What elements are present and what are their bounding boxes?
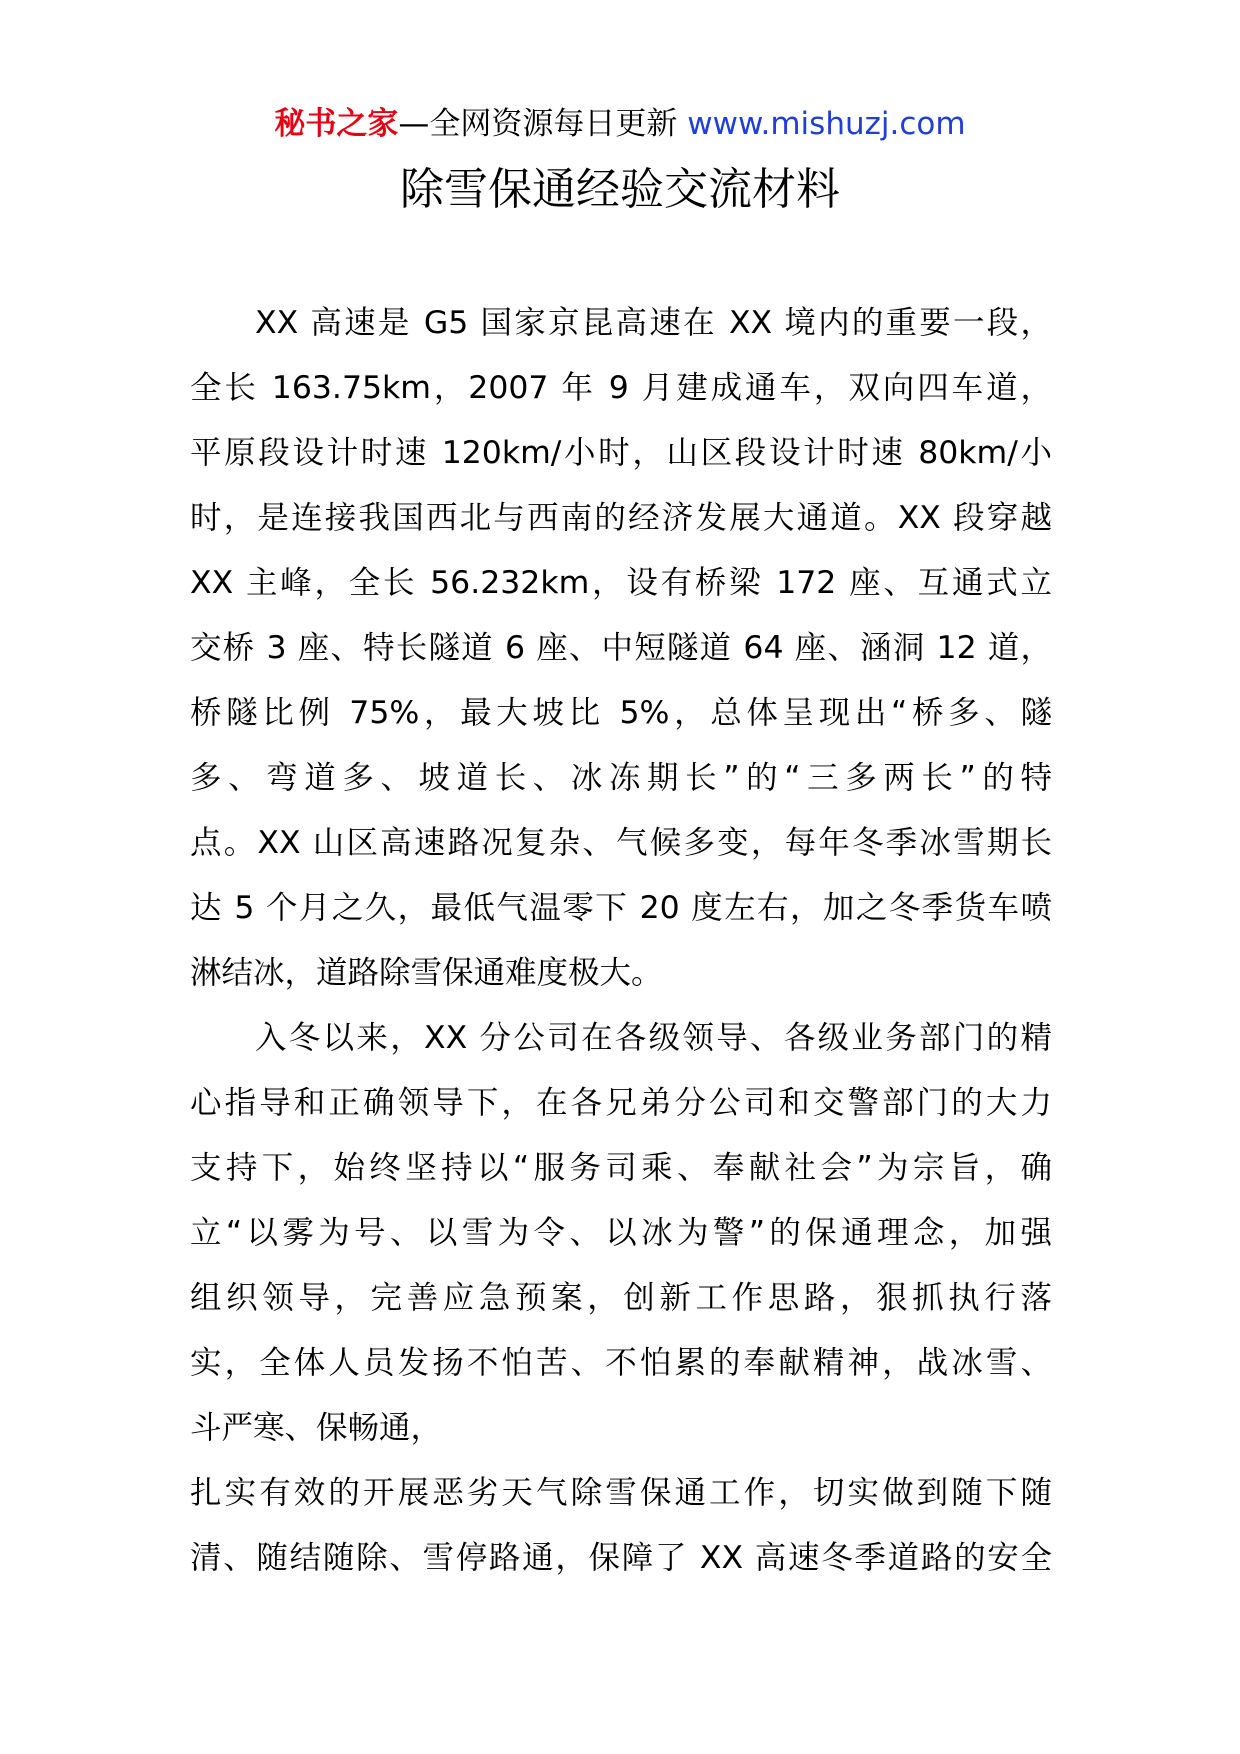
paragraph-2-line-3: 支持下，始终坚持以“服务司乘、奉献社会”为宗旨，确 <box>190 1150 1052 1186</box>
paragraph-1-line-7: 桥隧比例 75%，最大坡比 5%，总体呈现出“桥多、隧 <box>190 695 1052 731</box>
paragraph-1-line-1: XX 高速是 G5 国家京昆高速在 XX 境内的重要一段， <box>255 305 1052 341</box>
header-tagline: —全网资源每日更新 <box>398 106 678 142</box>
paragraph-1-line-2: 全长 163.75km，2007 年 9 月建成通车，双向四车道， <box>190 370 1052 406</box>
site-url-link[interactable]: www.mishuzj.com <box>687 106 966 142</box>
site-header-banner <box>0 104 1240 144</box>
paragraph-2-line-7: 斗严寒、保畅通， <box>190 1410 443 1446</box>
paragraph-1-line-9: 点。XX 山区高速路况复杂、气候多变，每年冬季冰雪期长 <box>190 825 1052 861</box>
paragraph-1-line-11: 淋结冰，道路除雪保通难度极大。 <box>190 955 663 991</box>
paragraph-2-line-1: 入冬以来，XX 分公司在各级领导、各级业务部门的精 <box>255 1020 1052 1056</box>
paragraph-1-line-5: XX 主峰，全长 56.232km，设有桥梁 172 座、互通式立 <box>190 565 1052 601</box>
paragraph-1-line-10: 达 5 个月之久，最低气温零下 20 度左右，加之冬季货车喷 <box>190 890 1052 926</box>
brand-name: 秘书之家 <box>274 106 399 142</box>
paragraph-2-line-6: 实，全体人员发扬不怕苦、不怕累的奉献精神，战冰雪、 <box>190 1345 1052 1381</box>
paragraph-1-line-3: 平原段设计时速 120km/小时，山区段设计时速 80km/小 <box>190 435 1052 471</box>
paragraph-3-line-1: 扎实有效的开展恶劣天气除雪保通工作，切实做到随下随 <box>190 1475 1052 1511</box>
paragraph-1-line-6: 交桥 3 座、特长隧道 6 座、中短隧道 64 座、涵洞 12 道， <box>190 630 1052 666</box>
paragraph-1-line-4: 时，是连接我国西北与西南的经济发展大通道。XX 段穿越 <box>190 500 1052 536</box>
paragraph-2-line-5: 组织领导，完善应急预案，创新工作思路，狠抓执行落 <box>190 1280 1052 1316</box>
paragraph-2-line-2: 心指导和正确领导下，在各兄弟分公司和交警部门的大力 <box>190 1085 1052 1121</box>
document-body <box>190 291 1052 1591</box>
document-title: 除雪保通经验交流材料 <box>400 164 840 215</box>
paragraph-2-line-4: 立“以雾为号、以雪为令、以冰为警”的保通理念，加强 <box>190 1215 1052 1251</box>
paragraph-1-line-8: 多、弯道多、坡道长、冰冻期长”的“三多两长”的特 <box>190 760 1052 796</box>
paragraph-3-line-2: 清、随结随除、雪停路通，保障了 XX 高速冬季道路的安全 <box>190 1540 1052 1576</box>
